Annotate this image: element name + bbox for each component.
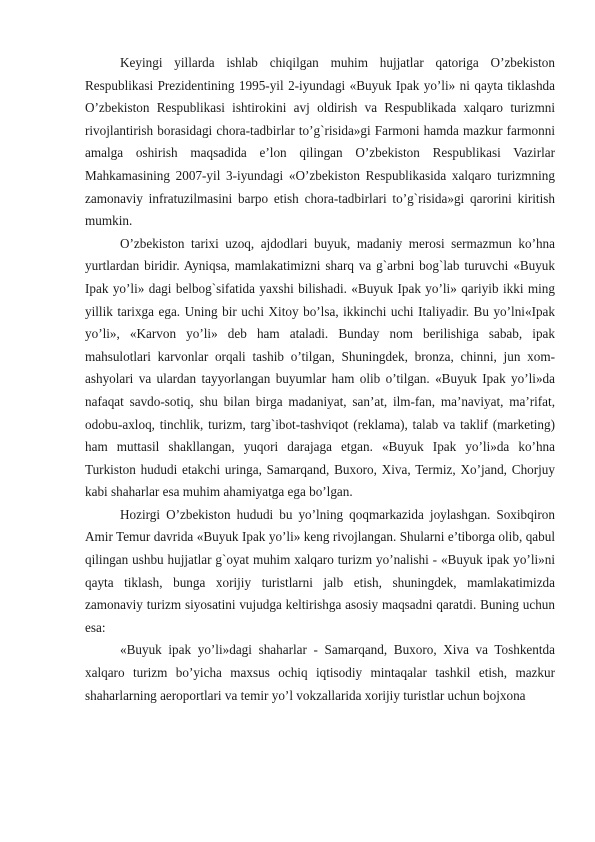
paragraph-4: «Buyuk ipak yo’li»dagi shaharlar - Samarqand, Buxoro, Xiva va Toshkentda xalqaro turizm bo’yicha maxsus ochiq iqtisodiy mintaqalar tashkil etish, mazkur shaharlarning aeroportlari va temir yo’l vokzallarida xorijiy turistlar uchun bojxona: [85, 642, 555, 703]
paragraph-3: Hozirgi O’zbekiston hududi bu yo’lning qoqmarkazida joylashgan. Soxibqiron Amir Temur davrida «Buyuk Ipak yo’li» keng rivojlangan. Shularni e’tiborga olib, qabul qilingan ushbu hujjatlar g`oyat muhim xalqaro turizm yo’nalishi - «Buyuk ipak yo’li»ni qayta tiklash, bunga xorijiy turistlarni jalb etish, shuningdek, mamlakatimizda zamonaviy turizm siyosatini vujudga keltirishga asosiy maqsadni qaratdi. Buning uchun esa:: [85, 506, 555, 635]
paragraph-2: O’zbekiston tarixi uzoq, ajdodlari buyuk, madaniy merosi sermazmun ko’hna yurtlardan biridir. Ayniqsa, mamlakatimizni sharq va g`arbni bog`lab turuvchi «Buyuk Ipak yo’li» dagi belbog`sifatida yaxshi bilishadi. «Buyuk Ipak yo’li» qariyib ikki ming yillik tarixga ega. Uning bir uchi Xitoy bo’lsa, ikkinchi uchi Italiyadir. Bu yo’lni«Ipak yo’li», «Karvon yo’li» deb ham ataladi. Bunday nom berilishiga sabab, ipak mahsulotlari karvonlar orqali tashib o’tilgan, Shuningdek, bronza, chinni, jun xom-ashyolari va ulardan tayyorlangan buyumlar ham olib o’tilgan. «Buyuk Ipak yo’li»da nafaqat savdo-sotiq, shu bilan birga madaniyat, san’at, ilm-fan, ma’naviyat, ma’rifat, odobu-axloq, tinchlik, turizm, targ`ibot-tashviqot (reklama), talab va taklif (marketing) ham muttasil shakllangan, yuqori darajaga etgan. «Buyuk Ipak yo’li»da ko’hna Turkiston hududi etakchi uringa, Samarqand, Buxoro, Xiva, Termiz, Xo’jand, Chorjuy kabi shaharlar esa muhim ahamiyatga ega bo’lgan.: [85, 235, 555, 500]
document-page: [85, 52, 555, 707]
paragraph-1: Keyingi yillarda ishlab chiqilgan muhim hujjatlar qatoriga O’zbekiston Respublikasi Prezidentining 1995-yil 2-iyundagi «Buyuk Ipak yo’li» ni qayta tiklashda O’zbekiston Respublikasi ishtirokini avj oldirish va Respublikada xalqaro turizmni rivojlantirish borasidagi chora-tadbirlar to’g`risida»gi Farmoni hamda mazkur farmonni amalga oshirish maqsadida e’lon qilingan O’zbekiston Respublikasi Vazirlar Mahkamasining 2007-yil 3-iyundagi «O’zbekiston Respublikasida xalqaro turizmning zamonaviy infratuzilmasini barpo etish chora-tadbirlari to’g`risida»gi qarorini kiritish mumkin.: [85, 55, 555, 229]
